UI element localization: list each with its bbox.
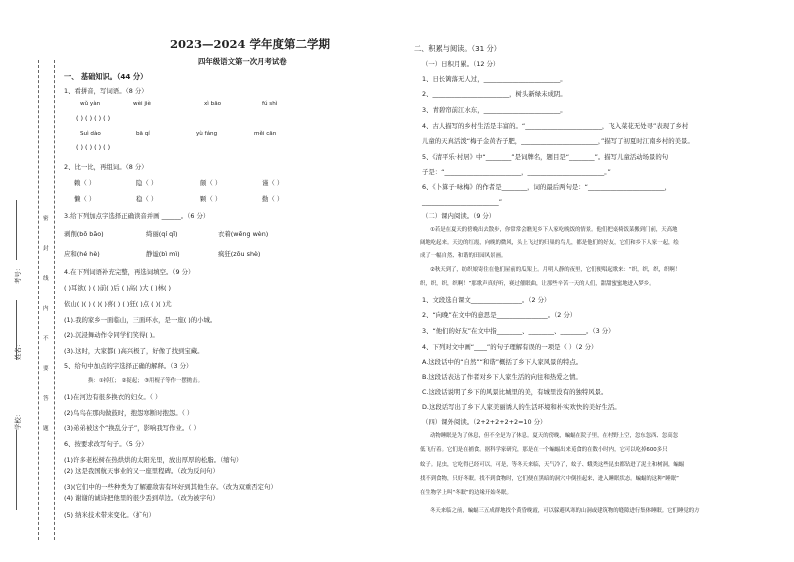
section2-heading: 二、积累与阅读。（31 分） [414, 44, 501, 53]
seal-char: 密 [43, 216, 49, 222]
comp-q4[interactable]: 4、下列对文中画“____”的句子理解有误的一项是（ ）（2 分） [422, 343, 598, 351]
brackets-row1[interactable]: ( ) ( ) ( ) ( ) [76, 114, 111, 122]
pinyin-row1-a: wǔ yàn [80, 101, 101, 107]
compare-1-1[interactable]: 赖（ ） [74, 179, 96, 187]
part3-text-5: 在生物学上叫“冬眠”的边缘开始冬眠。 [420, 490, 512, 496]
part2-heading: （二）课内阅读。（9 分） [422, 212, 496, 220]
q3-2-2[interactable]: 静谧(bì mì) [146, 250, 180, 258]
page-title: 2023—2024 学年度第二学期 [170, 37, 331, 51]
seal-char: 题 [43, 426, 49, 432]
recite-6b[interactable]: ________________________” [422, 198, 502, 206]
brackets-row2[interactable]: ( ) ( ) ( ) ( ) [76, 143, 111, 151]
seal-char: 要 [43, 366, 49, 372]
q2-heading: 2、比一比，再组词。（8 分） [64, 163, 148, 171]
part3-heading: （四）课外阅读。（2+2+2+2+2=10 分） [422, 418, 547, 426]
seal-char: 线 [43, 276, 49, 282]
q4-sentence3[interactable]: (3).这时，大家都( )高兴极了，好像了找到宝藏。 [64, 347, 204, 355]
margin-line-number [16, 200, 17, 260]
part2-text-1: ①若是在夏天的傍晚出去散步，你常常会瞧见乡下人家吃晚饭的情景。他们把桌椅饭菜搬到门前，天高地 [430, 227, 678, 233]
pinyin-row2-c: yù fáng [196, 131, 218, 137]
recite-4b[interactable]: 儿童的天真活泼“梅子金黄杏子肥，________________________，”描写了初夏时江南乡村的美景。 [422, 137, 694, 145]
q5-sentence2[interactable]: (2)鸟鸟在那肉做鼓时，抱怨寒断时抱怨。（ ） [64, 409, 194, 417]
q5-options: 换：①掉扛； ②捉起； ③用棍子等作一摆抛击。 [88, 378, 203, 384]
compare-2-2[interactable]: 稳（ ） [136, 195, 158, 203]
q4-sentence1[interactable]: (1).我的家乡一面临山，三面环水，是一座( )的小城。 [64, 316, 217, 324]
q3-1-1[interactable]: 剥削(bō bāo) [64, 230, 104, 238]
q5-sentence3[interactable]: (3)弟弟被这个“换乱分子”，影响我写作业。（ ） [64, 424, 200, 432]
binding-line-outer [38, 60, 39, 540]
pinyin-row2-d: měi cān [254, 131, 277, 137]
recite-6a[interactable]: 6、《卜算子·咏梅》的作者是________，词的最后两句是：“________________________， [422, 183, 672, 191]
seal-char: 不 [43, 336, 49, 342]
recite-1[interactable]: 1、日长篱落无人过，________________________。 [422, 75, 567, 83]
recite-2[interactable]: 2、________________________，树头新绿未成阴。 [422, 90, 567, 98]
compare-2-4[interactable]: 勤（ ） [262, 195, 284, 203]
compare-1-3[interactable]: 颇（ ） [200, 179, 222, 187]
q6-heading: 6、按要求改写句子。（5 分） [64, 440, 148, 448]
q6-sentence2[interactable]: (2) 这是我国航天事业的又一座里程碑。（改为反问句） [64, 467, 219, 475]
comp-q1[interactable]: 1、文段选自课文________________。（2 分） [422, 296, 551, 304]
part3-text-1: 动物睡眠是为了休息，但不全是为了休息。夏天的傍晚，蝙蝠在院子里，在村野上空，忽东忽西、忽高忽 [430, 433, 678, 439]
recite-3[interactable]: 3、青碧帘前江水东，________________________。 [422, 106, 567, 114]
compare-2-1[interactable]: 懒（ ） [74, 195, 96, 203]
part2-text-2: 阔地吃起来。天边的红霞，向晚的微风，头上飞过的归巢的鸟儿，都是他们的好友，它们和乡下人家一起，绘 [420, 240, 679, 246]
q3-2-3[interactable]: 疯狂(zōu shè) [218, 250, 261, 258]
comp-q4-b[interactable]: B.这段话表达了作者对乡下人家生活的向往和热爱之情。 [422, 373, 582, 381]
comp-q2[interactable]: 2、“向晚”在文中的意思是________________。（2 分） [422, 311, 577, 319]
compare-1-4[interactable]: 谨（ ） [262, 179, 284, 187]
part3-text-4: 找不到食物，只好冬眠。找不到食物时，它们便在黑暗的洞穴中倒挂起来，进入睡眠状态。蝙蝠的这种“睡眠” [420, 476, 679, 482]
comp-q3[interactable]: 3、“他们的好友”在文中指________、________、________。（3 分） [422, 327, 615, 335]
margin-line-school [16, 430, 17, 510]
recite-4a[interactable]: 4、古人描写的乡村生活是丰富的。“________________________，飞入菜花无处寻”表现了乡村 [422, 122, 689, 130]
q1-heading: 1、看拼音，写词语。（8 分） [64, 87, 148, 95]
pinyin-row1-d: fú shì [262, 101, 278, 107]
q4-row1[interactable]: ( )耳欲( ) ( )前( )后 ( )高( )大 ( )林( ) [64, 284, 171, 292]
seal-char: 内 [43, 306, 49, 312]
q3-1-2[interactable]: 绮丽(qí qǐ) [146, 230, 178, 238]
q5-sentence1[interactable]: (1)在河边有很多换衣的妇女。（ ） [64, 393, 162, 401]
margin-label-name: 姓名： [14, 340, 22, 360]
q3-1-3[interactable]: 衣着(wēng wèn) [218, 230, 269, 238]
margin-line-name [16, 300, 17, 360]
part2-text-5: 织，织，织，织啊！”那歌声真好听，赛过催眠曲，让那些辛苦一天的人们，甜甜蜜蜜地进入梦乡。 [420, 281, 655, 287]
margin-label-number: 考号： [14, 264, 22, 284]
part2-text-4: ②秋天到了，纺织娘寄住在他们屋前的瓜架上。月明人静的夜里，它们便唱起歌来：“织，织，织，织啊！ [430, 267, 681, 273]
part2-text-3: 成了一幅自然、和谐的田园风景画。 [420, 253, 507, 259]
q4-sentence2[interactable]: (2).沉浸舞动作令同学们笑得( )。 [64, 331, 159, 339]
compare-1-2[interactable]: 隐（ ） [136, 179, 158, 187]
part3-text-2: 低飞行着。它们是在捕食。据科学家研究，那是在一个蝙蝠出来觅食的在数小时内，它可以吃掉600多只 [420, 447, 668, 453]
seal-char: 封 [43, 246, 49, 252]
seal-char: 答 [43, 396, 49, 402]
part3-text-6: 冬天来临之前，蝙蝠三五成群地找个黄昏晚霞，可以躲避风寒的山洞或建筑物的缝隙进行集体睡眠。它们睡觉的方 [430, 508, 700, 514]
q3-heading: 3.给下列加点字选择正确读音并画 ______。（6 分） [64, 212, 210, 220]
pinyin-row1-c: xì bāo [204, 101, 222, 107]
compare-2-3[interactable]: 颗（ ） [200, 195, 222, 203]
part3-text-3: 蚊子。昆虫，它吃得已经可以，可是，等冬天来临，天气冷了，蚊子、蛾类这些昆虫都钻进了泥土和树洞，蝙蝠 [420, 462, 685, 468]
q6-sentence4[interactable]: (4) 谢谢的诚诗把他里的很少丢到草边。（改为被字句） [64, 494, 219, 502]
q3-2-1[interactable]: 应和(hé hè) [64, 250, 100, 258]
q6-sentence5[interactable]: (5) 纳米技术带来变化。（扩句） [64, 511, 155, 519]
margin-label-school: 学校： [14, 410, 22, 430]
section1-heading: 一、 基础知识。（44 分） [64, 72, 148, 81]
q6-sentence1[interactable]: (1)许多老松树在热烘烘的太阳光里，放出厚厚的松脂。（缩句） [64, 456, 243, 464]
q4-row2[interactable]: 依山( )( ) ( )( )喜( ) ( )狂( )点 ( )( )尤 [64, 300, 172, 308]
recite-5b[interactable]: 子是：“________________________，________________________。” [422, 168, 611, 176]
binding-line-inner [54, 60, 55, 540]
recite-5a[interactable]: 5、《清平乐·村居》中“________”是词牌名，题目是“________”。描写儿童活动场景的句 [422, 153, 669, 161]
q4-heading: 4.在下列词语补充完整，再选词填空。（9 分） [64, 268, 195, 276]
pinyin-row2-b: bā qí [136, 131, 150, 137]
comp-q4-c[interactable]: C.这段话说明了乡下的风景比城里的美，有城里没有的独特风景。 [422, 388, 608, 396]
comp-q4-a[interactable]: A.这段话中的“自然”“和谐”概括了乡下人家风景的特点。 [422, 358, 583, 366]
page-subtitle: 四年级语文第一次月考试卷 [198, 57, 287, 66]
pinyin-row1-b: wèi jiè [133, 101, 151, 107]
q5-heading: 5、给句中加点的字选择正确的解释。（3 分） [64, 362, 193, 370]
comp-q4-d[interactable]: D.这段话写出了乡下人家美丽诱人的生活环境和朴实欢快的美好生活。 [422, 403, 621, 411]
pinyin-row2-a: Suì dào [80, 131, 101, 137]
q6-sentence3[interactable]: (3)(它们中的一些种类为了解避敌害有坏好到其他生存。（改为双重否定句） [64, 483, 277, 491]
part1-heading: （一）日积月累。（12 分） [422, 60, 500, 68]
